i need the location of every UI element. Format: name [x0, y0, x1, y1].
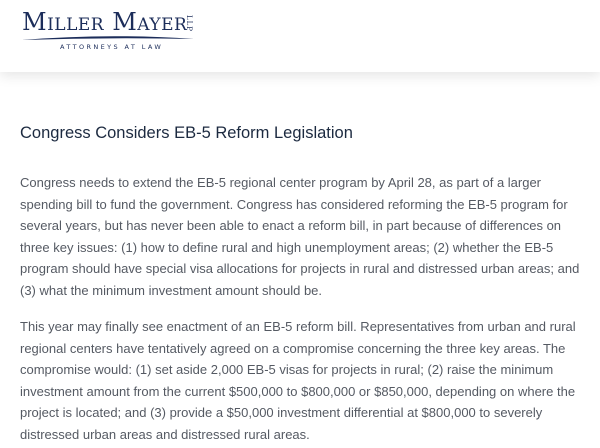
logo-tagline: ATTORNEYS AT LAW: [60, 43, 164, 51]
logo-wordmark: Miller Mayer: [22, 8, 188, 36]
article-content: [20, 120, 586, 448]
miller-mayer-logo[interactable]: [22, 6, 212, 56]
logo-llp-suffix: LLP: [185, 15, 193, 33]
article-title: Congress Considers EB-5 Reform Legislation: [20, 124, 353, 142]
article-paragraph: This year may finally see enactment of an EB-5 reform bill. Representatives from urban and rural regional centers have tentatively agreed on a compromise concerning the three key areas. The compromise would: (1) set aside 2,000 EB-5 visas for projects in rural; (2) raise the minimum investment amount from the current $500,000 to $800,000 or $850,000, depending on where the project is located; and (3) provide a $50,000 investment differential at $800,000 to severely distressed urban areas and distressed rural areas.: [20, 319, 576, 442]
site-header: [0, 0, 600, 72]
article-body: [20, 172, 586, 445]
article-paragraph: Congress needs to extend the EB-5 regional center program by April 28, as part of a larger spending bill to fund the government. Congress has considered reforming the EB-5 program for several years, but has never been able to enact a reform bill, in part because of differences on three key issues: (1) how to define rural and high unemployment areas; (2) whether the EB-5 program should have special visa allocations for projects in rural and distressed urban areas; and (3) what the minimum investment amount should be.: [20, 175, 580, 298]
